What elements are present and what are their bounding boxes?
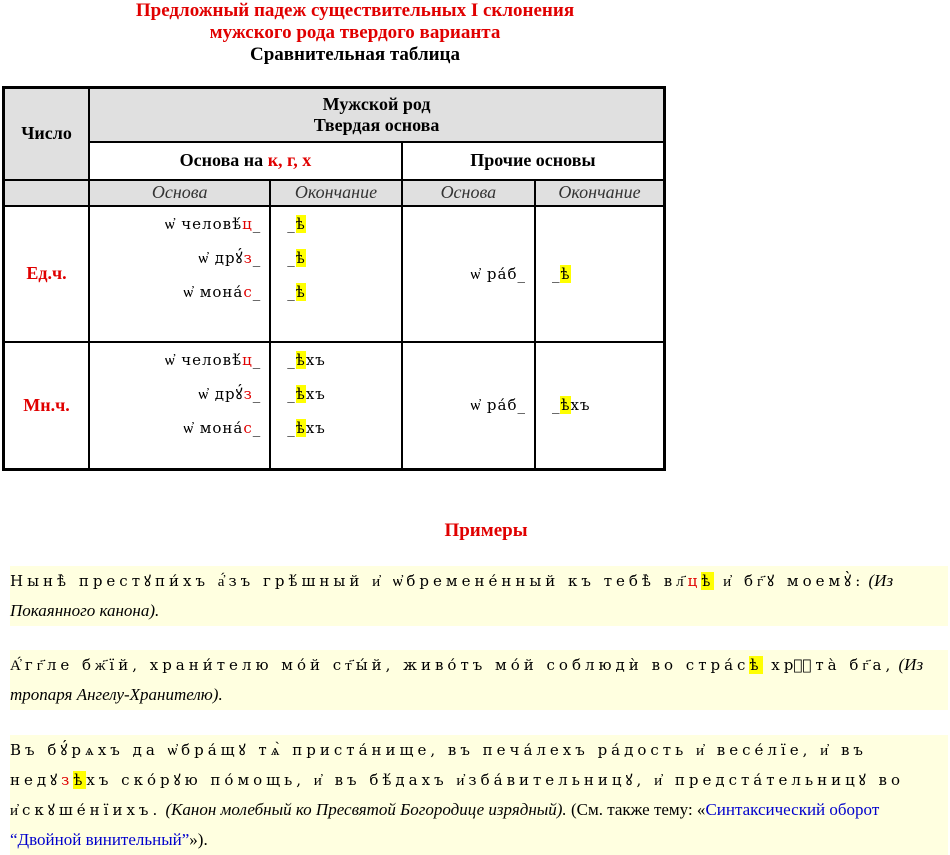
stem-line: ѡ҆ человѣ́ц_ [165,350,262,369]
stem-other-plural [402,342,535,470]
subheader-ending-1: Окончание [270,180,401,206]
header-group-kgh-letters: к, г, х [267,150,312,170]
subheader-stem-2: Основа [402,180,535,206]
comparison-table [2,86,666,471]
table-row-singular [4,206,665,342]
see-also-suffix: »). [189,830,208,849]
ending-line: _ѣхъ [287,350,326,369]
example-source: (Канон молебный ко Пресвятой Богородице изрядный). [165,800,567,819]
example-text: и҆ бг҃ꙋ моемꙋ̀: [714,572,865,590]
ending-line: _ѣ [287,282,306,301]
header-number: Число [4,88,90,180]
ending-line: _ѣхъ [551,396,591,415]
example-alternation: з [61,771,74,789]
ending-line: _ѣ [551,264,571,283]
example-ending: ѣ [749,656,763,674]
header-gender-label: Мужской род [322,93,431,114]
example-source: (Из Покаянного канона). [10,571,894,620]
examples-heading: Примеры [444,520,528,541]
ending-line: _ѣхъ [287,384,326,403]
stems-kgh-singular [89,206,270,342]
title-line-3: Сравнительная таблица [249,44,461,65]
stem-line: ѡ҆ мона́с_ [183,282,262,301]
header-group-other: Прочие основы [402,142,665,180]
endings-kgh-plural [270,342,401,470]
stem-line: ѡ҆ дрꙋ́з_ [198,384,262,403]
header-group-kgh [89,142,402,180]
example-text: и҆скꙋше́нїихъ. [10,801,162,819]
endings-kgh-singular [270,206,401,342]
header-gender [89,88,664,142]
example-ending: ѣ [701,572,715,590]
example-text: А҆́гг҃ле бж҃їй, храни́телю мо́й ст҃ы́й, живо́тъ мо́й соблюдѝ во стра́с [10,656,750,674]
stem-line: ѡ҆ ра́б_ [470,396,526,415]
ending-other-plural [535,342,665,470]
row-label-plural: Мн.ч. [4,342,90,470]
stem-line: ѡ҆ человѣ́ц_ [165,214,262,233]
ending-line: _ѣ [287,214,306,233]
subheader-empty [4,180,90,206]
example-alternation: ц [687,572,702,590]
example-3 [10,735,948,855]
ending-line: _ѣ [287,248,306,267]
title-line-2: мужского рода твердого варианта [209,22,501,43]
stem-line: ѡ҆ дрꙋ́з_ [198,248,262,267]
stems-kgh-plural [89,342,270,470]
example-text: Нынѣ̀ престꙋпи́хъ а҆́зъ грѣ́шный и҆ ѡ҆бремене́нный къ тебѣ̀ вл҃ [10,572,688,590]
example-text: хъ ско́рꙋю по́мощь, и҆ въ бѣ́дахъ и҆зба́вительницꙋ, и҆ предста́тельницꙋ во [86,771,905,789]
title-block [0,0,710,66]
ending-line: _ѣхъ [287,418,326,437]
see-also-prefix: (См. также тему: « [570,800,706,819]
stem-line: ѡ҆ ра́б_ [470,264,526,283]
header-group-kgh-label: Основа на [179,150,264,170]
table-row-plural [4,342,665,470]
example-ending: ѣ [73,771,87,789]
stem-line: ѡ҆ мона́с_ [183,418,262,437]
example-text: недꙋ [10,771,62,789]
example-text: хрⷭ҇та̀ бг҃а, [762,656,895,674]
header-stem-type: Твердая основа [313,114,440,135]
example-2 [10,650,948,710]
example-text: Въ бꙋ́рѧхъ да ѡ҆бра́щꙋ тѧ̀ приста́нище, въ печа́лехъ ра́дость и҆ весе́лїе, и҆ въ [10,741,867,759]
example-1 [10,566,948,626]
subheader-ending-2: Окончание [535,180,665,206]
subheader-stem-1: Основа [89,180,270,206]
stem-other-singular [402,206,535,342]
see-also-link[interactable]: Синтаксический оборот “Двойной винительный” [10,800,880,849]
row-label-singular: Ед.ч. [4,206,90,342]
title-line-1: Предложный падеж существительных I склонения [135,0,575,21]
ending-other-singular [535,206,665,342]
example-source: (Из тропаря Ангелу-Хранителю). [10,655,924,704]
